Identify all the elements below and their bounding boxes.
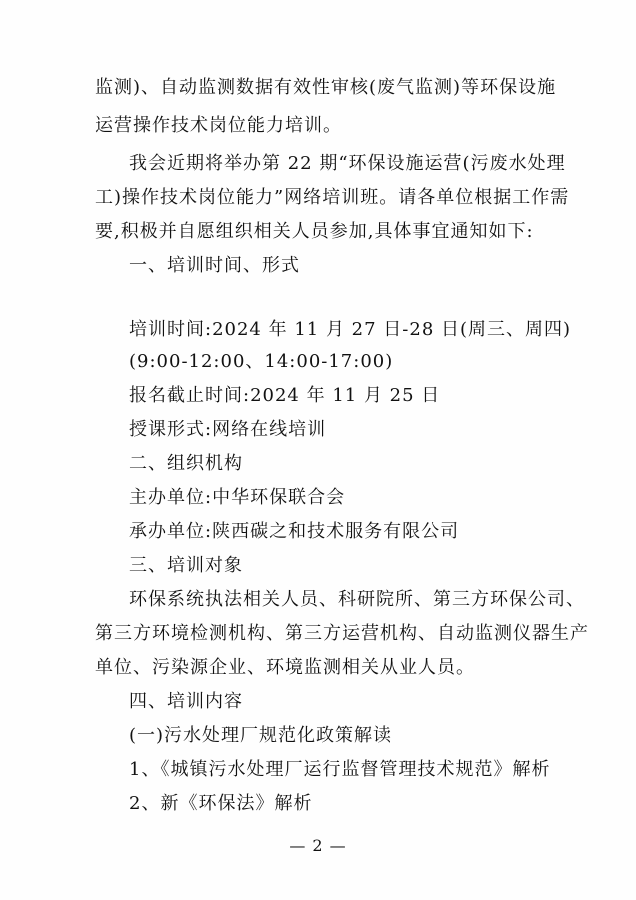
body-text-line: 工)操作技术岗位能力”网络培训班。请各单位根据工作需 [95, 187, 570, 208]
subheading: (一)污水处理厂规范化政策解读 [129, 725, 393, 746]
page-number: — 2 — [289, 836, 347, 855]
content-item: 2、新《环保法》解析 [129, 793, 313, 814]
body-text-line: 要,积极并自愿组织相关人员参加,具体事宜通知如下: [95, 221, 534, 242]
training-time: 培训时间:2024 年 11 月 27 日-28 日(周三、周四) [129, 319, 572, 340]
body-text-line: 单位、污染源企业、环境监测相关从业人员。 [95, 657, 475, 678]
body-text-line: 第三方环境检测机构、第三方运营机构、自动监测仪器生产 [95, 623, 589, 644]
body-text-line: 运营操作技术岗位能力培训。 [95, 115, 342, 136]
body-text-line: 环保系统执法相关人员、科研院所、第三方环保公司、 [129, 589, 585, 610]
body-text-line: 我会近期将举办第 22 期“环保设施运营(污废水处理 [129, 153, 566, 174]
training-hours: (9:00-12:00、14:00-17:00) [129, 351, 394, 372]
body-text-line: 监测)、自动监测数据有效性审核(废气监测)等环保设施 [95, 77, 557, 98]
registration-deadline: 报名截止时间:2024 年 11 月 25 日 [129, 385, 441, 406]
section-heading: 三、培训对象 [129, 555, 243, 576]
section-heading: 二、组织机构 [129, 453, 243, 474]
organizer: 主办单位:中华环保联合会 [129, 487, 346, 508]
content-item: 1、《城镇污水处理厂运行监督管理技术规范》解析 [129, 759, 551, 780]
co-organizer: 承办单位:陕西碳之和技术服务有限公司 [129, 521, 460, 542]
section-heading: 四、培训内容 [129, 691, 243, 712]
section-heading: 一、培训时间、形式 [129, 255, 300, 276]
teaching-format: 授课形式:网络在线培训 [129, 419, 327, 440]
